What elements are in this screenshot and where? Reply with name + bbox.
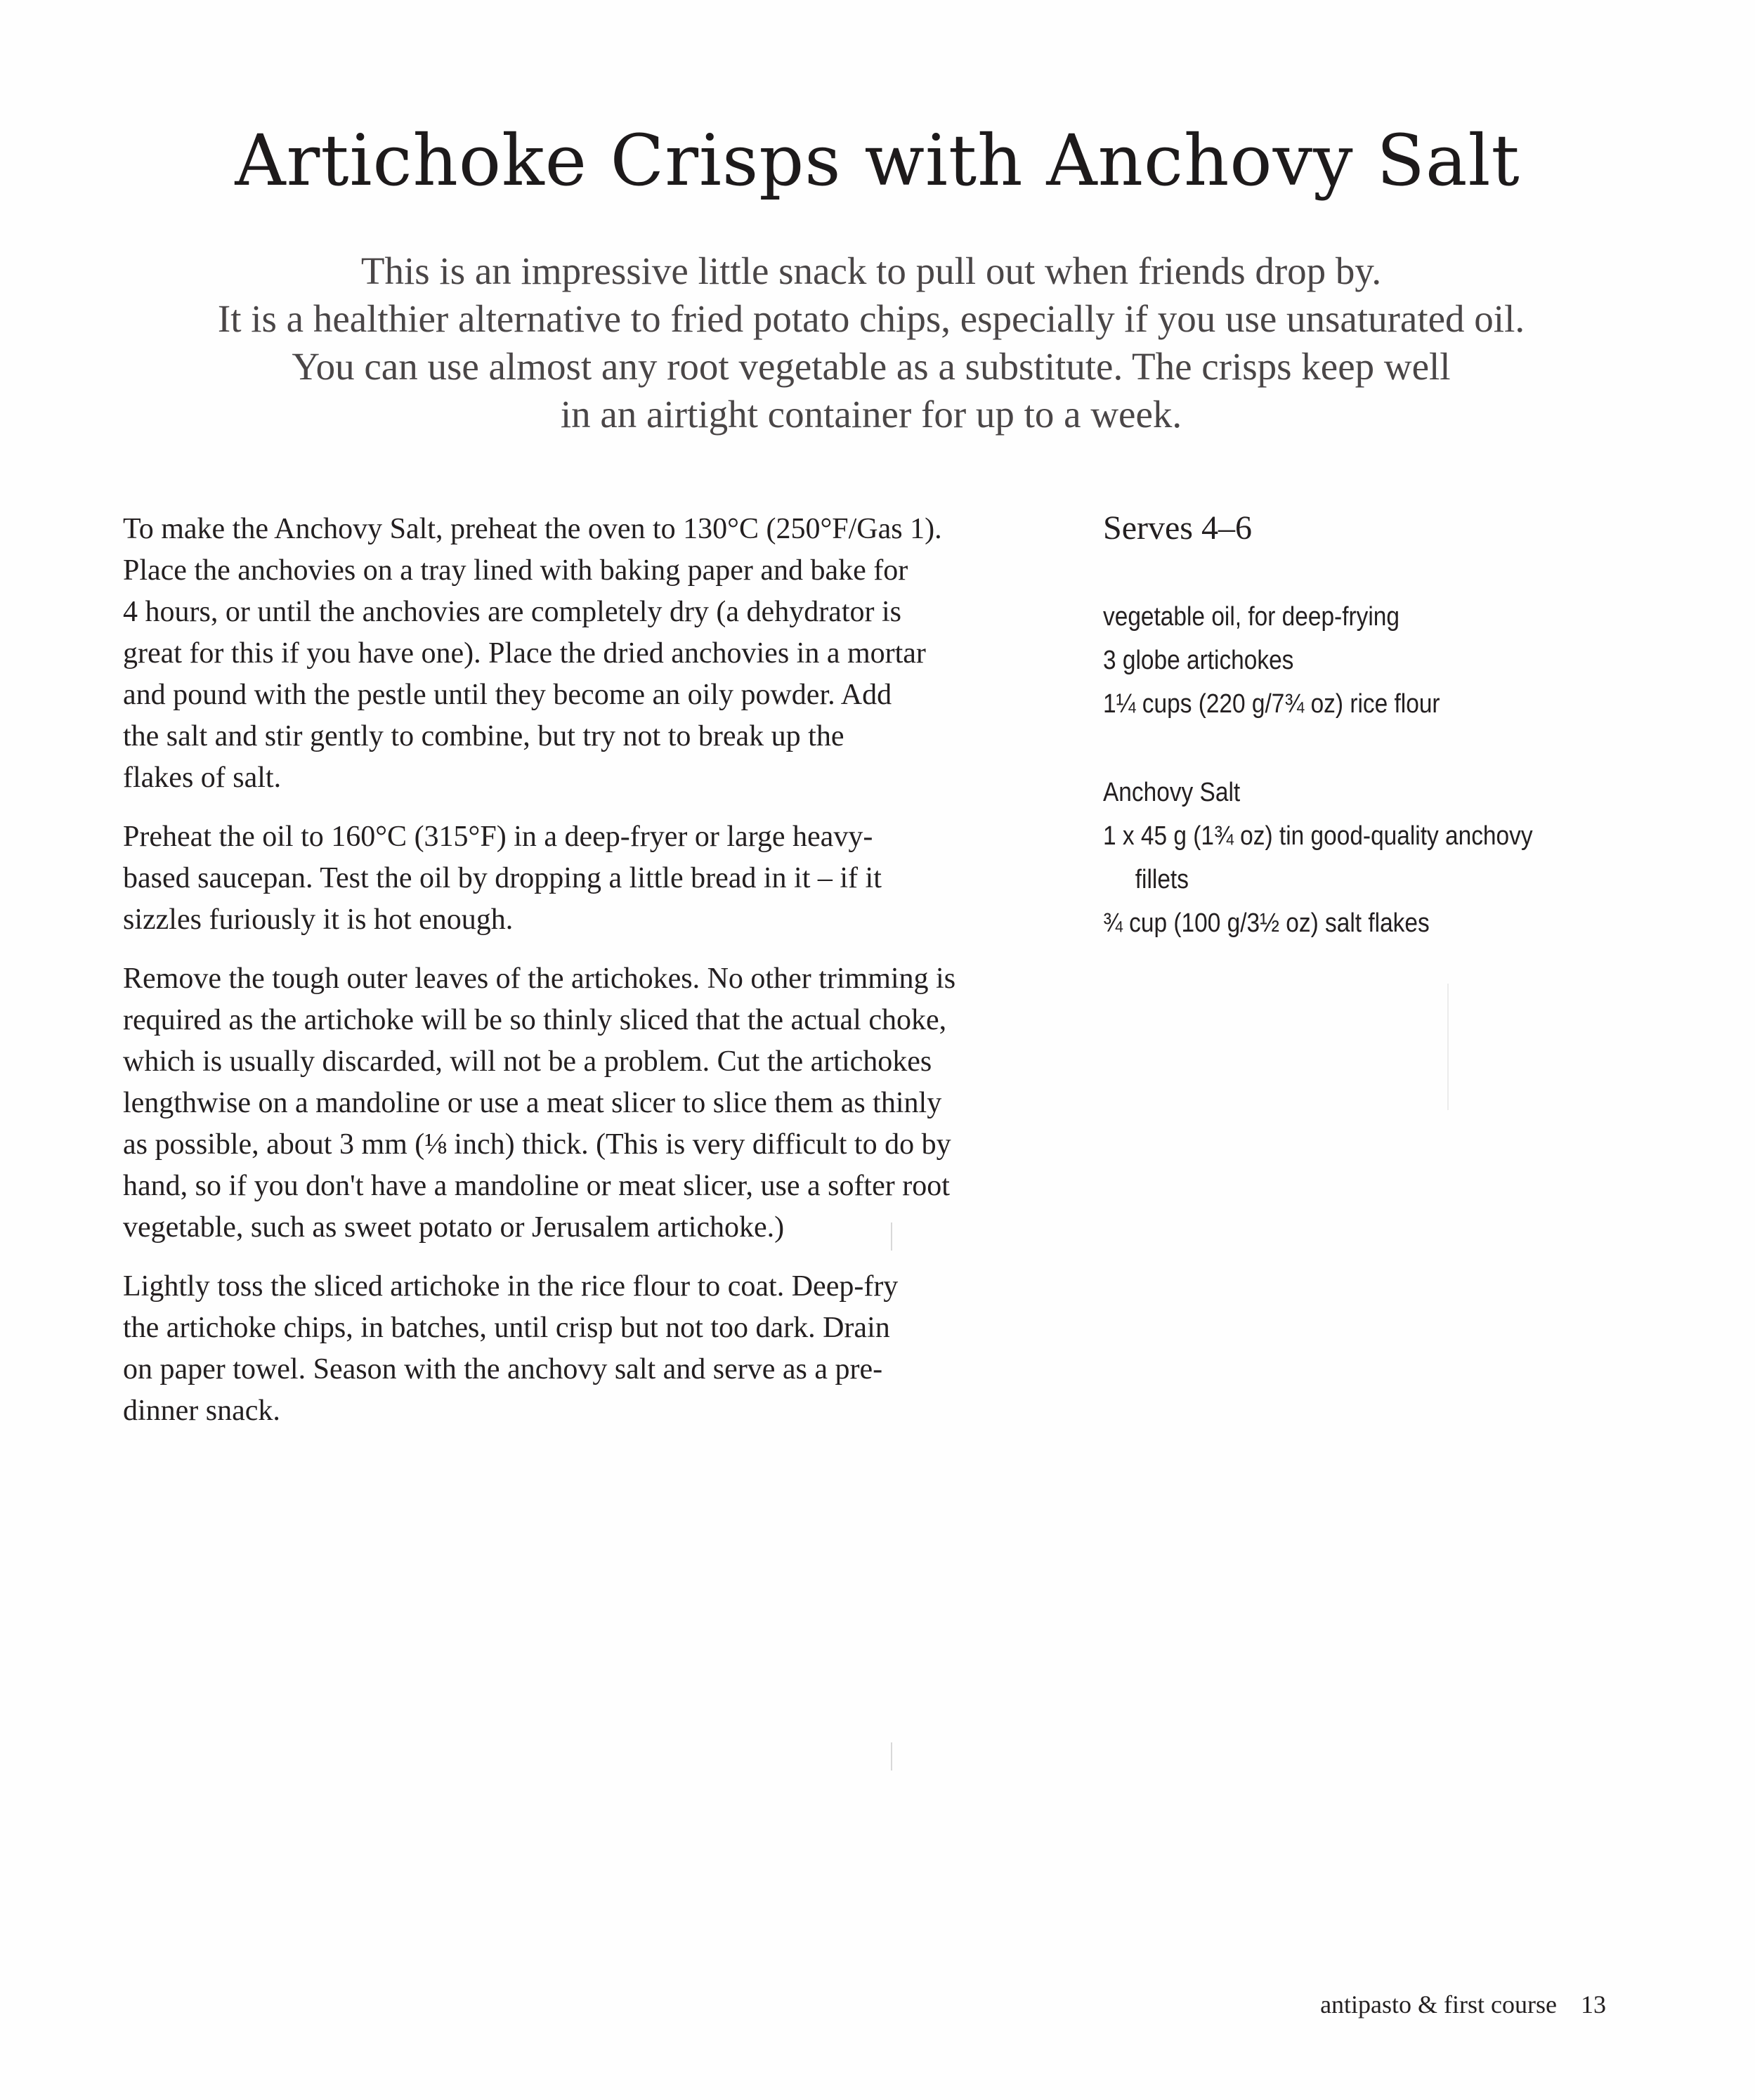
method-line: vegetable, such as sweet potato or Jerusalem artichoke.): [123, 1211, 785, 1244]
ingredient-item: 1 x 45 g (1¾ oz) tin good-quality anchovy: [1103, 821, 1533, 851]
method-line: on paper towel. Season with the anchovy salt and serve as a pre-: [123, 1353, 883, 1385]
method-line: which is usually discarded, will not be a problem. Cut the artichokes: [123, 1045, 932, 1078]
method-line: Place the anchovies on a tray lined with baking paper and bake for: [123, 554, 908, 587]
method-step: [123, 958, 1071, 1248]
scan-artifact: [1447, 984, 1449, 1110]
intro-line: It is a healthier alternative to fried potato chips, especially if you use unsaturated oil.: [217, 297, 1525, 340]
intro-line: This is an impressive little snack to pull out when friends drop by.: [360, 249, 1382, 292]
scan-artifact: [891, 1742, 892, 1770]
ingredient-item: vegetable oil, for deep-frying: [1103, 602, 1400, 632]
method-line: Lightly toss the sliced artichoke in the rice flour to coat. Deep-fry: [123, 1270, 899, 1303]
ingredient-item: 3 globe artichokes: [1103, 646, 1294, 675]
method-step: [123, 816, 1071, 941]
page-footer: [1320, 1990, 1606, 2019]
method-line: 4 hours, or until the anchovies are completely dry (a dehydrator is: [123, 596, 901, 628]
intro-line: in an airtight container for up to a week.: [560, 393, 1182, 436]
method-line: and pound with the pestle until they become an oily powder. Add: [123, 679, 892, 711]
method-line: Remove the tough outer leaves of the artichokes. No other trimming is: [123, 963, 956, 995]
method-line: based saucepan. Test the oil by dropping a little bread in it – if it: [123, 862, 882, 894]
scan-artifact: [891, 1222, 892, 1251]
method-line: sizzles furiously it is hot enough.: [123, 904, 514, 936]
recipe-title: Artichoke Crisps with Anchovy Salt: [235, 119, 1520, 202]
ingredient-item-continued: fillets: [1135, 865, 1189, 894]
ingredient-item: 1¼ cups (220 g/7¾ oz) rice flour: [1103, 689, 1440, 719]
page-number: 13: [1581, 1990, 1606, 2019]
method-step: [123, 509, 1071, 799]
method-line: required as the artichoke will be so thinly sliced that the actual choke,: [123, 1004, 947, 1036]
anchovy-salt-heading: Anchovy Salt: [1103, 778, 1241, 807]
method-line: as possible, about 3 mm (⅛ inch) thick. (This is very difficult to do by: [123, 1128, 951, 1161]
method-line: lengthwise on a mandoline or use a meat slicer to slice them as thinly: [123, 1087, 942, 1119]
method-line: To make the Anchovy Salt, preheat the oven to 130°C (250°F/Gas 1).: [123, 513, 942, 545]
method-step: [123, 1266, 1071, 1432]
method-column: [123, 509, 1071, 1449]
method-line: dinner snack.: [123, 1395, 280, 1427]
method-line: Preheat the oil to 160°C (315°F) in a deep-fryer or large heavy-: [123, 821, 873, 853]
recipe-intro: [126, 247, 1616, 438]
section-name: antipasto & first course: [1320, 1990, 1557, 2019]
ingredients-column: [1103, 507, 1679, 945]
serves-label: Serves 4–6: [1103, 509, 1252, 547]
method-line: flakes of salt.: [123, 762, 282, 794]
method-line: great for this if you have one). Place the dried anchovies in a mortar: [123, 637, 926, 670]
method-line: the artichoke chips, in batches, until crisp but not too dark. Drain: [123, 1312, 890, 1344]
ingredient-item: ¾ cup (100 g/3½ oz) salt flakes: [1103, 908, 1430, 938]
method-line: hand, so if you don't have a mandoline or meat slicer, use a softer root: [123, 1170, 950, 1202]
method-line: the salt and stir gently to combine, but try not to break up the: [123, 720, 844, 752]
intro-line: You can use almost any root vegetable as a substitute. The crisps keep well: [292, 345, 1451, 388]
